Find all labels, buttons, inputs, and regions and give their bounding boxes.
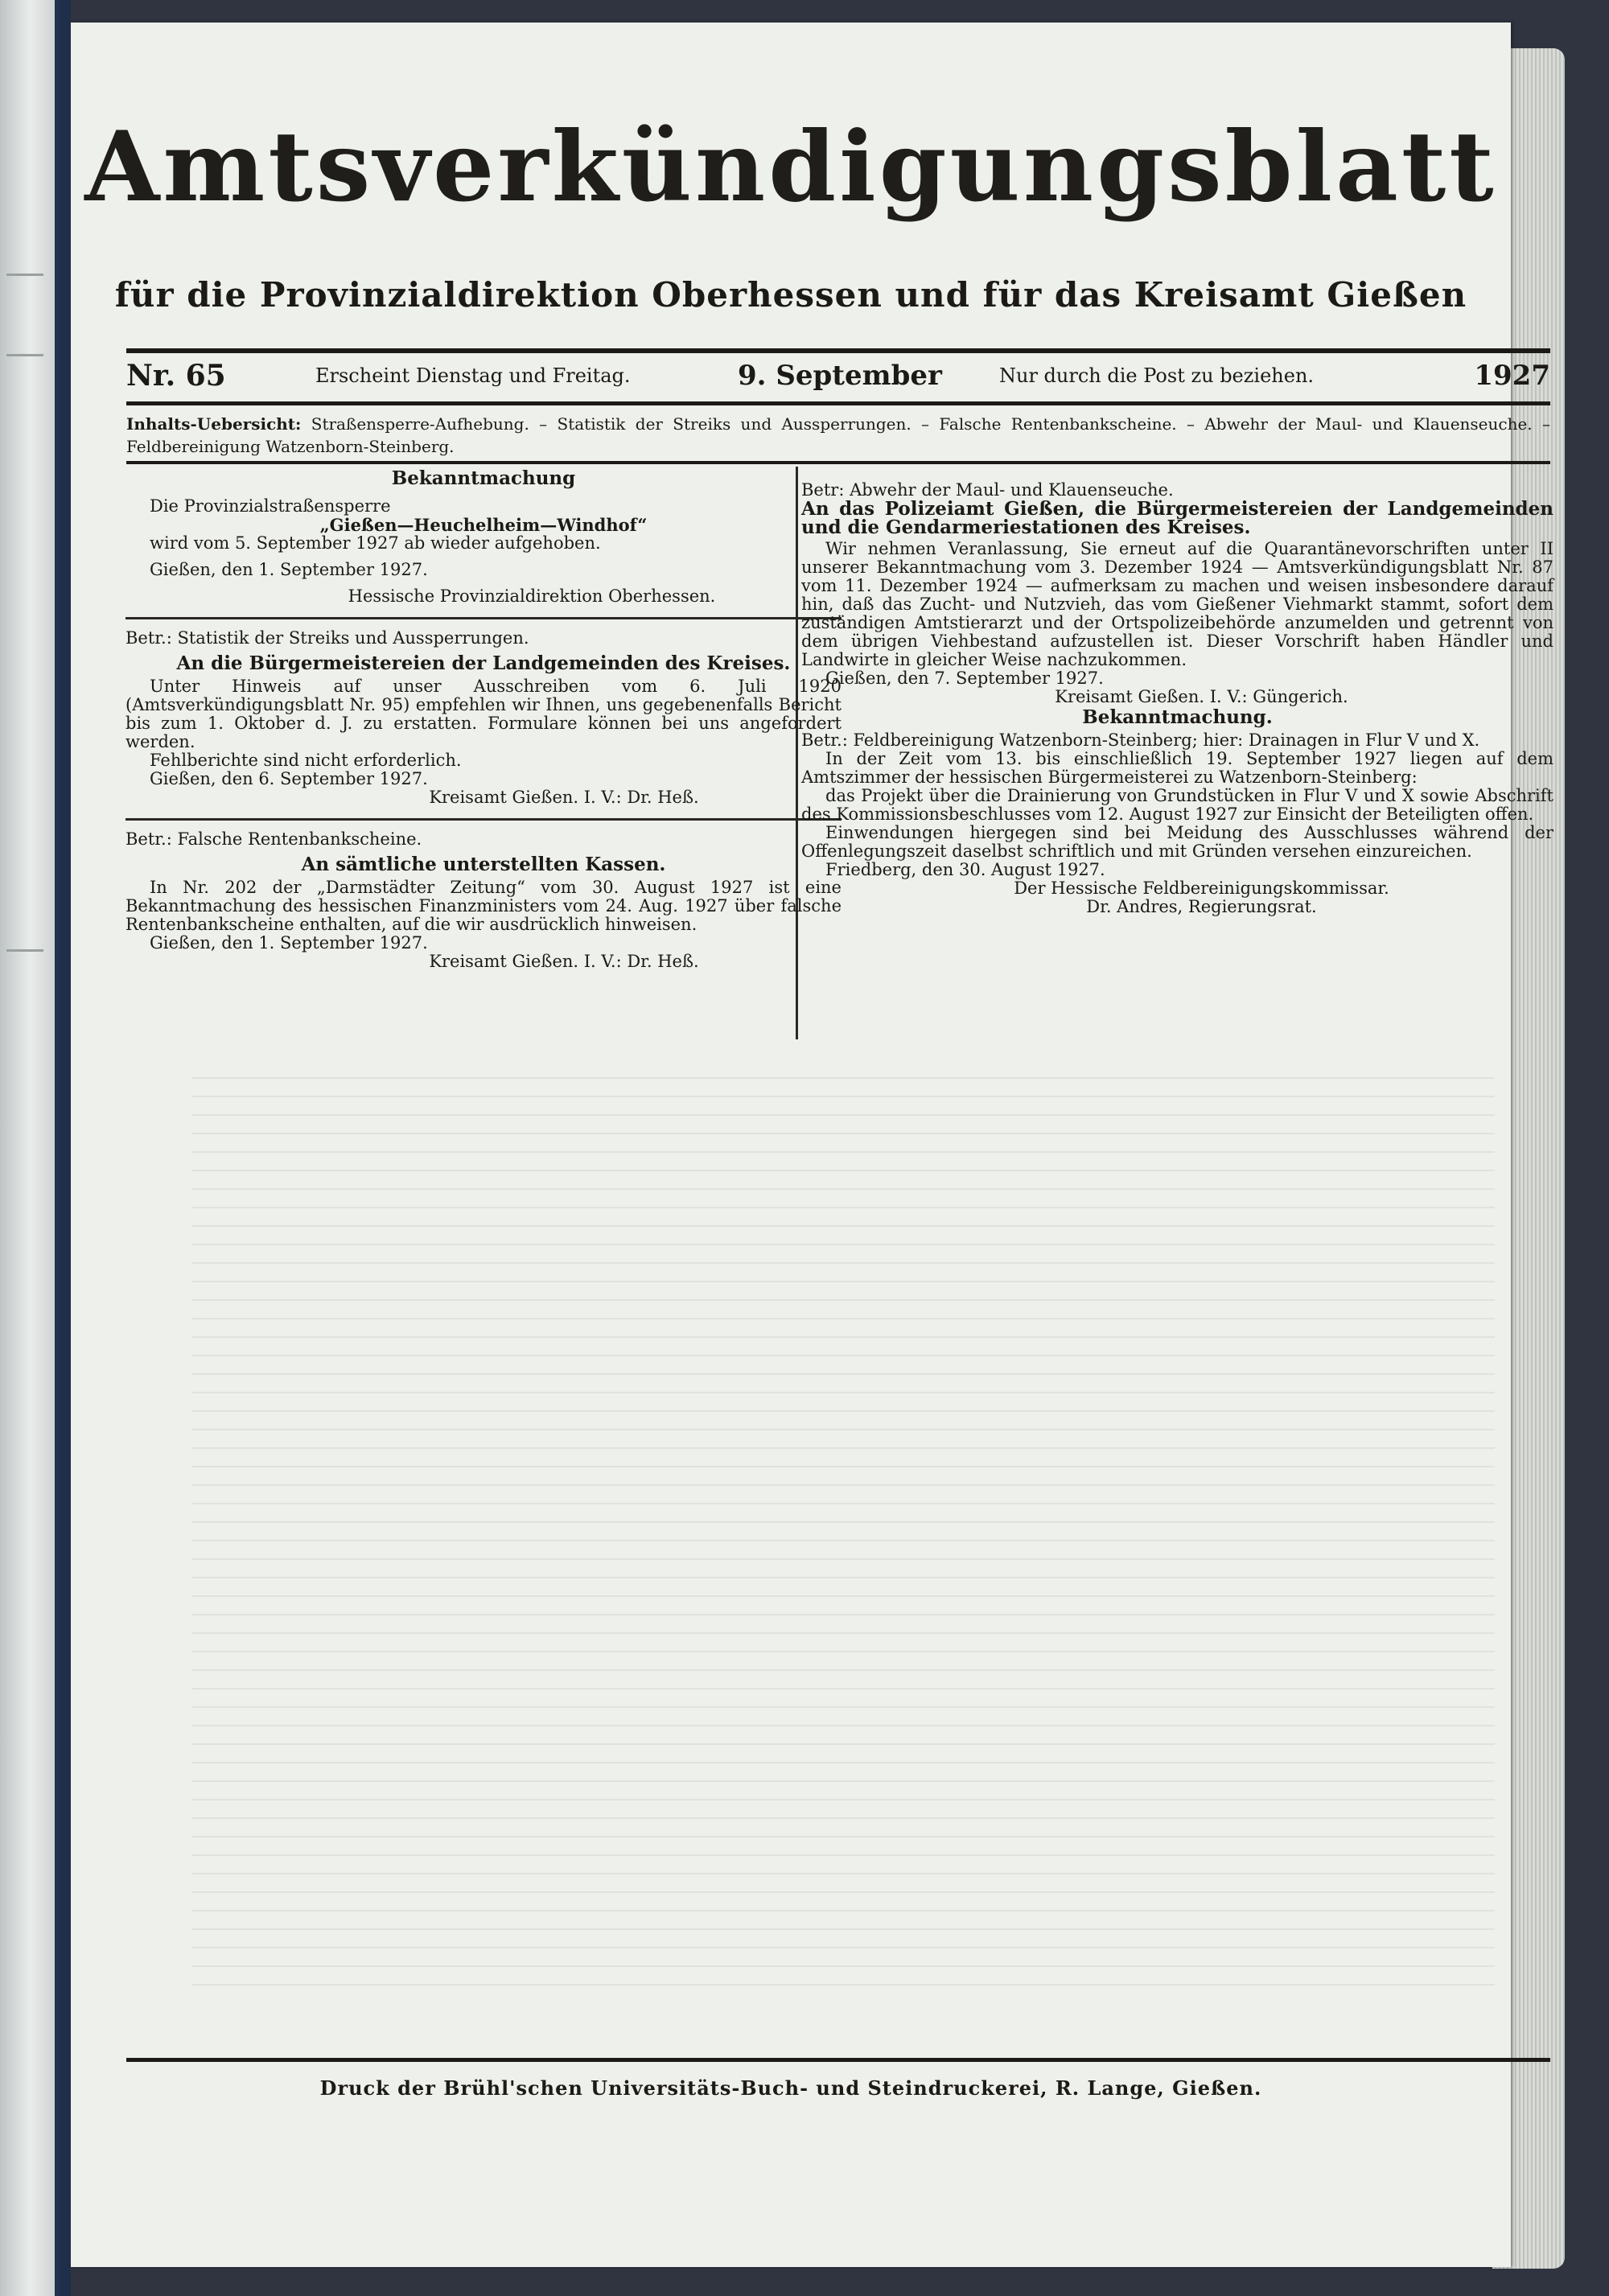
notice-date: Gießen, den 1. September 1927.	[150, 560, 428, 579]
notice-date: Gießen, den 7. September 1927.	[825, 669, 1104, 688]
notice-signature: Kreisamt Gießen. I. V.: Güngerich.	[1055, 687, 1348, 706]
issue-number: Nr. 65	[126, 359, 226, 393]
notice-heading: Bekanntmachung.	[1082, 706, 1273, 728]
notice-date: Gießen, den 6. September 1927.	[150, 769, 428, 788]
printer-imprint: Druck der Brühl'schen Universitäts-Buch- und Steindruckerei, R. Lange, Gießen.	[319, 2076, 1262, 2100]
notice-subject: Betr.: Falsche Rentenbankscheine.	[126, 829, 422, 849]
contents-text: Straßensperre-Aufhebung. – Statistik der Streiks und Aussperrungen. – Falsche Rentenbankscheine. – Abwehr der Maul- und Klauenseuche. – Feldbereinigung Watzenborn-Steinberg.	[126, 414, 1551, 456]
notice-signature: Kreisamt Gießen. I. V.: Dr. Heß.	[429, 952, 699, 971]
table-of-contents	[126, 413, 1550, 458]
notice-paragraph: In der Zeit vom 13. bis einschließlich 19. September 1927 liegen auf dem Amtszimmer der hessischen Bürgermeisterei zu Watzenborn-Steinberg:	[801, 749, 1553, 787]
issue-year: 1927	[1474, 360, 1550, 392]
section-rule	[126, 818, 842, 821]
notice-foot-and-mouth	[801, 481, 1553, 706]
notice-subject: Betr: Abwehr der Maul- und Klauenseuche.	[801, 480, 1174, 500]
notice-body: In Nr. 202 der „Darmstädter Zeitung“ vom 30. August 1927 ist eine Bekanntmachung des hessischen Finanzministers vom 24. Aug. 1927 über falsche Rentenbankscheine enthalten, auf die wir ausdrücklich hinweisen.	[126, 878, 842, 934]
notice-paragraph: Einwendungen hiergegen sind bei Meidung des Ausschlusses während der Offenlegungszeit daselbst schriftlich und mit Gründen versehen einzureichen.	[801, 823, 1553, 861]
notice-land-consolidation	[801, 708, 1553, 916]
notice-date: Gießen, den 1. September 1927.	[150, 933, 428, 953]
notice-body: Unter Hinweis auf unser Ausschreiben vom 6. Juli 1920 (Amtsverkündigungsblatt Nr. 95) empfehlen wir Ihnen, uns gegebenenfalls Bericht bis zum 1. Oktober d. J. zu erstatten. Formulare können bei uns angefordert werden.	[126, 677, 842, 751]
notice-date: Friedberg, den 30. August 1927.	[825, 860, 1105, 879]
contents-label: Inhalts-Uebersicht:	[126, 414, 302, 434]
notice-signature: Hessische Provinzialdirektion Oberhessen.	[348, 586, 716, 606]
masthead-title: Amtsverkündigungsblatt	[84, 110, 1497, 224]
contents-rule	[126, 461, 1550, 464]
notice-signature: Der Hessische Feldbereinigungskommissar.	[1014, 878, 1389, 898]
footer-rule	[126, 2058, 1550, 2062]
left-column	[126, 469, 842, 971]
notice-heading: Bekanntmachung	[391, 467, 576, 489]
facing-page-edge	[0, 0, 60, 2296]
show-through-texture	[191, 1060, 1495, 1985]
notice-false-banknotes	[126, 830, 842, 971]
newspaper-page	[71, 23, 1553, 2267]
notice-street-closure	[126, 469, 842, 606]
book-spine	[60, 0, 71, 2296]
right-column	[801, 481, 1553, 916]
notice-heading: An die Bürgermeistereien der Landgemeinden des Kreises.	[176, 652, 791, 674]
notice-line: wird vom 5. September 1927 ab wieder aufgehoben.	[150, 533, 601, 553]
notice-strike-statistics	[126, 629, 842, 807]
notice-heading: An sämtliche unterstellten Kassen.	[301, 854, 666, 875]
notice-signature-name: Dr. Andres, Regierungsrat.	[1086, 897, 1317, 916]
issue-bar	[126, 348, 1550, 405]
notice-body: Wir nehmen Veranlassung, Sie erneut auf die Quarantänevorschriften unter II unserer Bekanntmachung vom 3. Dezember 1924 — Amtsverkündigungsblatt Nr. 87 vom 11. Dezember 1924 — aufmerksam zu machen und weisen insbesondere darauf hin, daß das Zucht- und Nutzvieh, das vom Gießener Viehmarkt stammt, sofort dem zuständigen Amtstierarzt und der Ortspolizeibehörde anzumelden und getrennt von dem übrigen Viehbestand aufzustellen ist. Dieser Vorschrift haben Händler und Landwirte in gleicher Weise nachzukommen.	[801, 539, 1553, 669]
notice-line: „Gießen—Heuchelheim—Windhof“	[319, 515, 648, 535]
notice-subject: Betr.: Statistik der Streiks und Aussperrungen.	[126, 628, 529, 648]
notice-heading: An das Polizeiamt Gießen, die Bürgermeistereien der Landgemeinden und die Gendarmeriestationen des Kreises.	[801, 498, 1553, 538]
issue-frequency: Erscheint Dienstag und Freitag.	[315, 364, 631, 387]
notice-signature: Kreisamt Gießen. I. V.: Dr. Heß.	[429, 788, 699, 807]
section-rule	[126, 617, 842, 619]
notice-note: Fehlberichte sind nicht erforderlich.	[150, 751, 462, 770]
issue-postal-note: Nur durch die Post zu beziehen.	[999, 364, 1315, 387]
masthead-subtitle: für die Provinzialdirektion Oberhessen und für das Kreisamt Gießen	[114, 275, 1467, 315]
issue-date: 9. September	[738, 360, 942, 392]
notice-paragraph: das Projekt über die Drainierung von Grundstücken in Flur V und X sowie Abschrift des Kommissionsbeschlusses vom 12. August 1927 zur Einsicht der Beteiligten offen.	[801, 786, 1553, 824]
notice-subject: Betr.: Feldbereinigung Watzenborn-Steinberg; hier: Drainagen in Flur V und X.	[801, 730, 1480, 750]
notice-line: Die Provinzialstraßensperre	[150, 496, 391, 516]
